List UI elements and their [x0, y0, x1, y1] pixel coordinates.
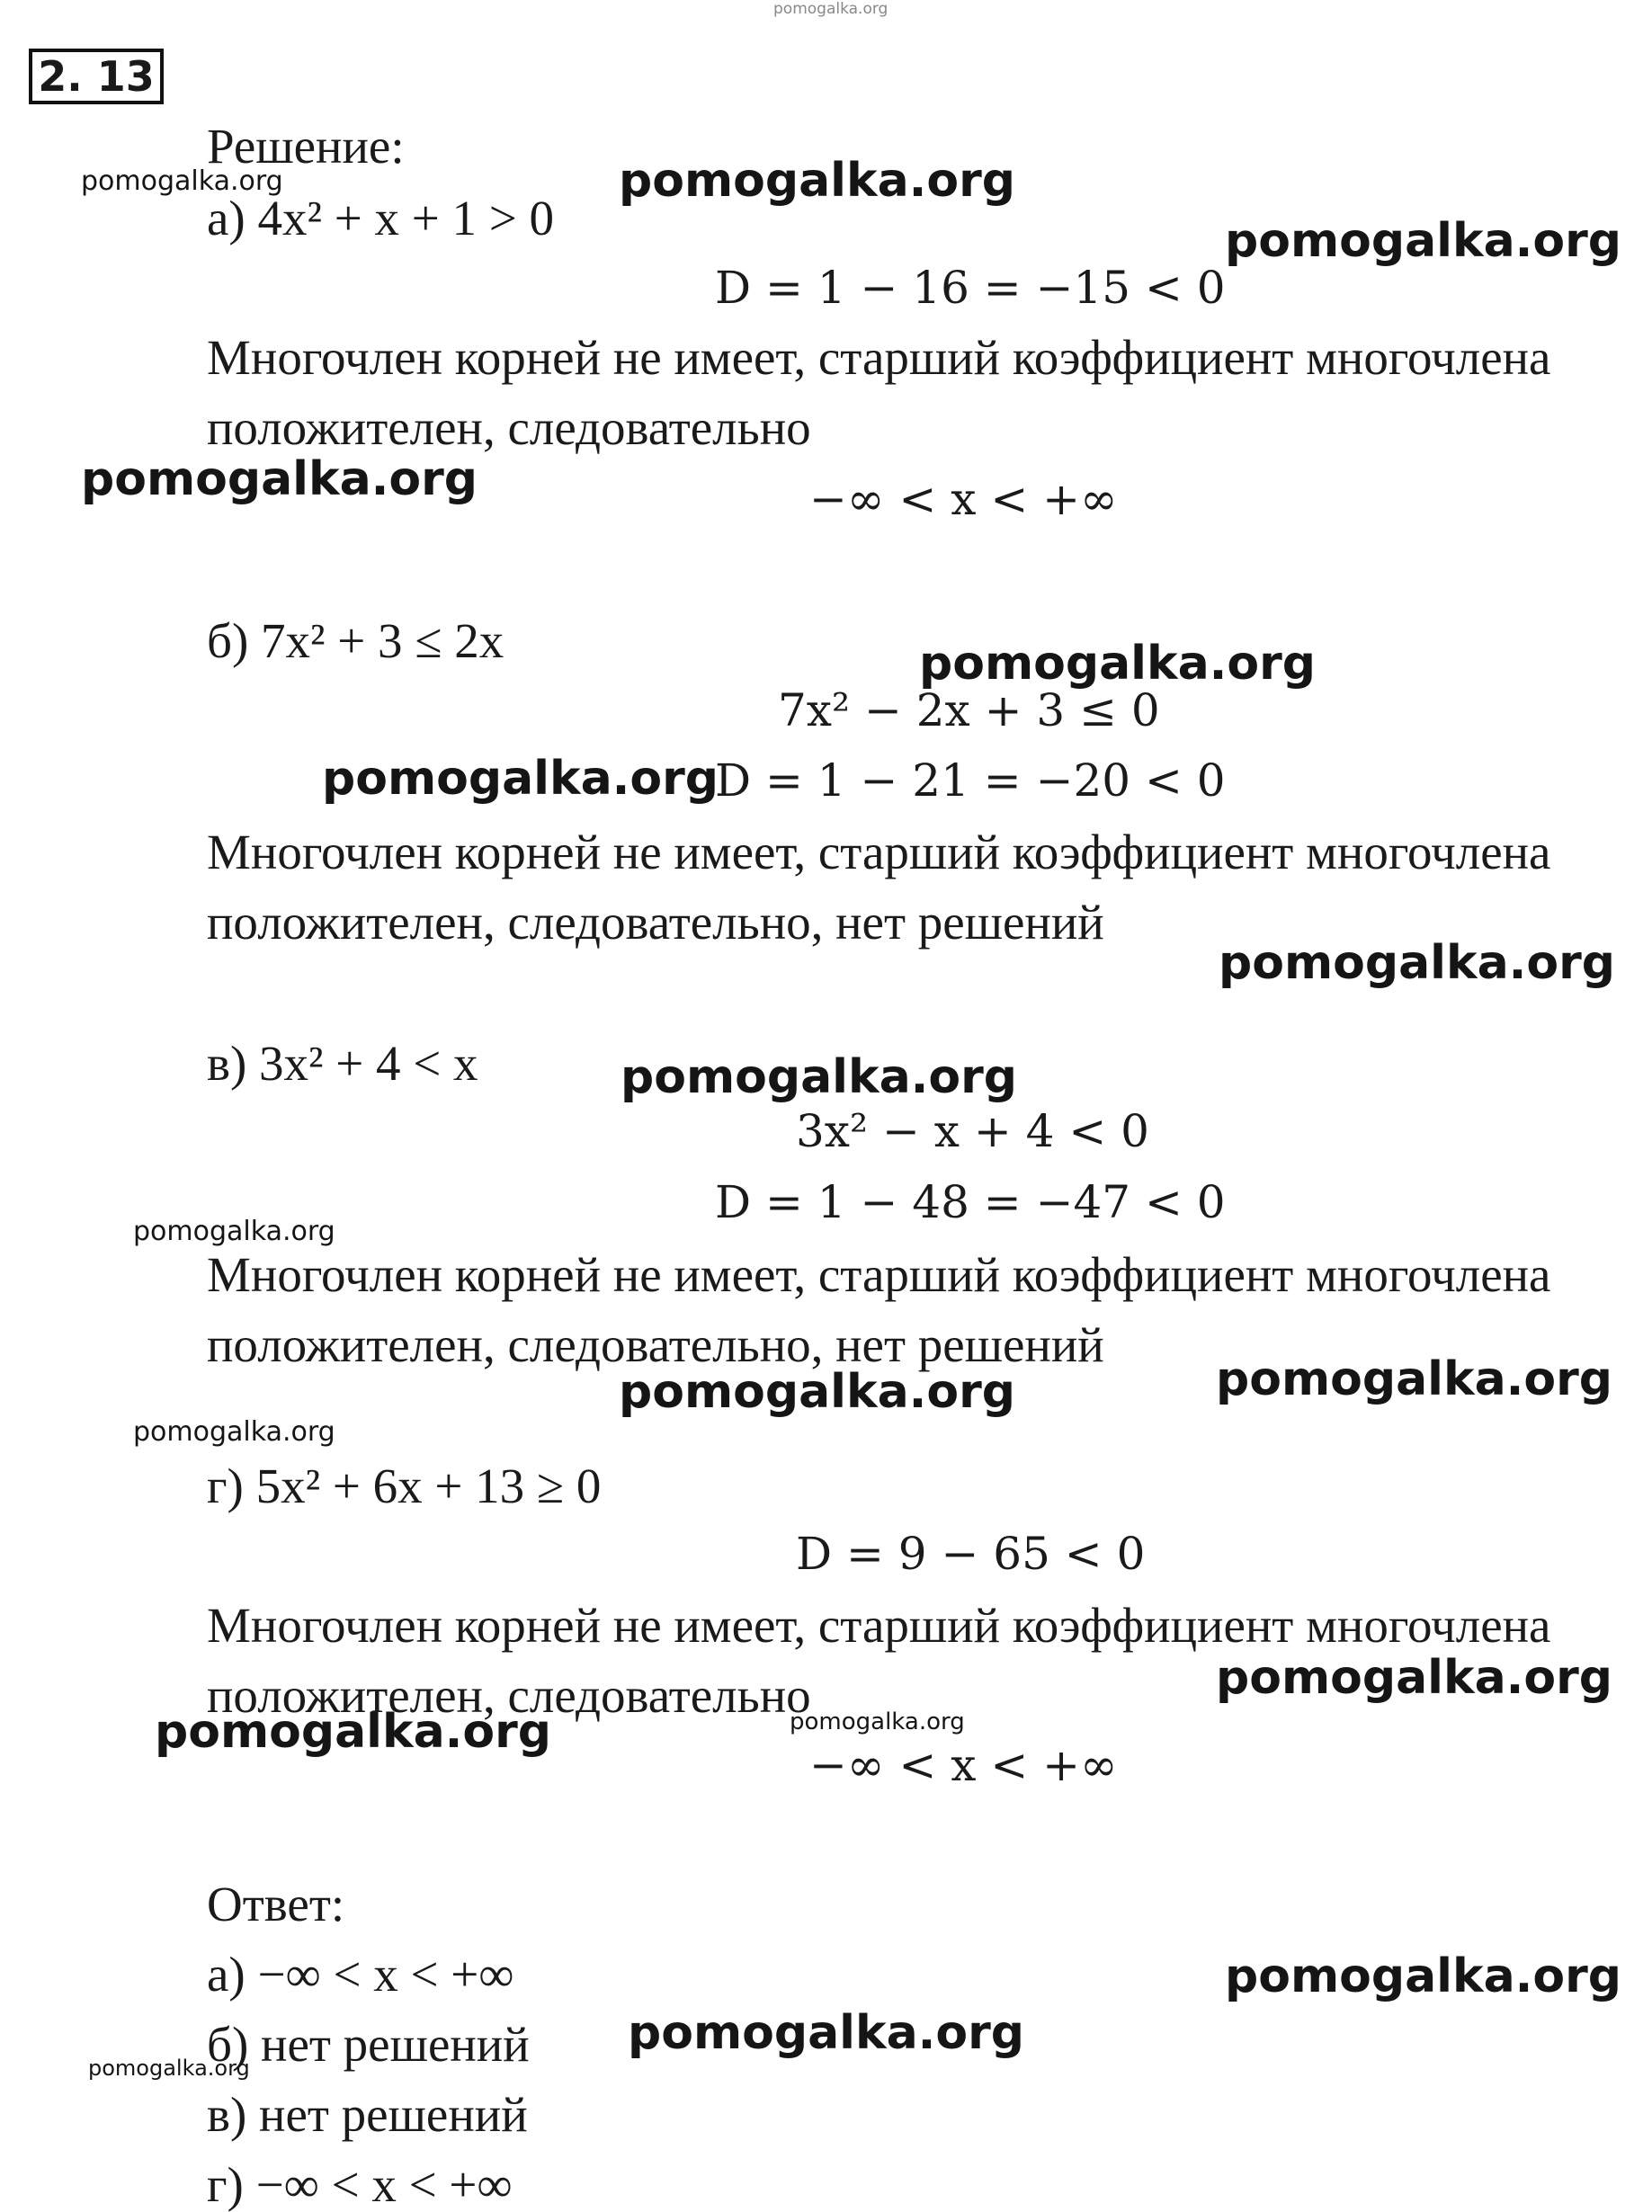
problem-number: 2. 13: [29, 49, 164, 104]
watermark: pomogalka.org: [88, 2056, 250, 2081]
watermark: pomogalka.org: [1225, 1949, 1622, 2003]
part-c-statement: в) 3x² + 4 < x: [207, 1036, 478, 1091]
part-c-conclusion-line2: положителен, следовательно, нет решений: [207, 1317, 1104, 1372]
part-a-conclusion-line2: положителен, следовательно: [207, 400, 811, 455]
watermark: pomogalka.org: [619, 1365, 1016, 1419]
answer-d: г) −∞ < x < +∞: [207, 2157, 513, 2212]
part-b-discriminant: D = 1 − 21 = −20 < 0: [715, 754, 1226, 807]
answer-heading: Ответ:: [207, 1877, 345, 1931]
watermark: pomogalka.org: [81, 165, 283, 197]
answer-b: б) нет решений: [207, 2017, 530, 2072]
part-c-rearranged: 3x² − x + 4 < 0: [796, 1105, 1149, 1157]
watermark: pomogalka.org: [619, 154, 1016, 208]
watermark: pomogalka.org: [628, 2006, 1025, 2060]
watermark: pomogalka.org: [81, 452, 478, 506]
watermark: pomogalka.org: [155, 1705, 552, 1759]
watermark: pomogalka.org: [1216, 1352, 1613, 1406]
watermark: pomogalka.org: [621, 1050, 1018, 1104]
solution-heading: Решение:: [207, 119, 405, 174]
part-a-statement: а) 4x² + x + 1 > 0: [207, 191, 555, 245]
part-b-conclusion-line1: Многочлен корней не имеет, старший коэффициент многочлена: [207, 825, 1551, 879]
watermark: pomogalka.org: [133, 1416, 335, 1448]
part-c-discriminant: D = 1 − 48 = −47 < 0: [715, 1176, 1226, 1228]
part-c-conclusion-line1: Многочлен корней не имеет, старший коэффициент многочлена: [207, 1247, 1551, 1302]
part-d-conclusion-line2: положителен, следовательно: [207, 1668, 811, 1723]
part-d-statement: г) 5x² + 6x + 13 ≥ 0: [207, 1458, 602, 1513]
watermark: pomogalka.org: [1219, 936, 1616, 990]
part-d-result: −∞ < x < +∞: [809, 1739, 1118, 1791]
watermark: pomogalka.org: [322, 752, 719, 806]
part-b-rearranged: 7x² − 2x + 3 ≤ 0: [778, 684, 1160, 736]
watermark: pomogalka.org: [1225, 214, 1622, 268]
part-b-statement: б) 7x² + 3 ≤ 2x: [207, 613, 505, 668]
part-d-discriminant: D = 9 − 65 < 0: [796, 1528, 1146, 1580]
part-d-conclusion-line1: Многочлен корней не имеет, старший коэффициент многочлена: [207, 1598, 1551, 1653]
part-a-conclusion-line1: Многочлен корней не имеет, старший коэффициент многочлена: [207, 330, 1551, 385]
watermark: pomogalka.org: [790, 1708, 965, 1735]
part-a-result: −∞ < x < +∞: [809, 473, 1118, 525]
watermark: pomogalka.org: [1216, 1651, 1613, 1705]
watermark: pomogalka.org: [133, 1216, 335, 1247]
answer-a: а) −∞ < x < +∞: [207, 1947, 514, 2002]
watermark: pomogalka.org: [919, 637, 1317, 691]
answer-c: в) нет решений: [207, 2087, 528, 2142]
watermark: pomogalka.org: [773, 0, 889, 18]
part-a-discriminant: D = 1 − 16 = −15 < 0: [715, 262, 1226, 314]
part-b-conclusion-line2: положителен, следовательно, нет решений: [207, 895, 1104, 950]
